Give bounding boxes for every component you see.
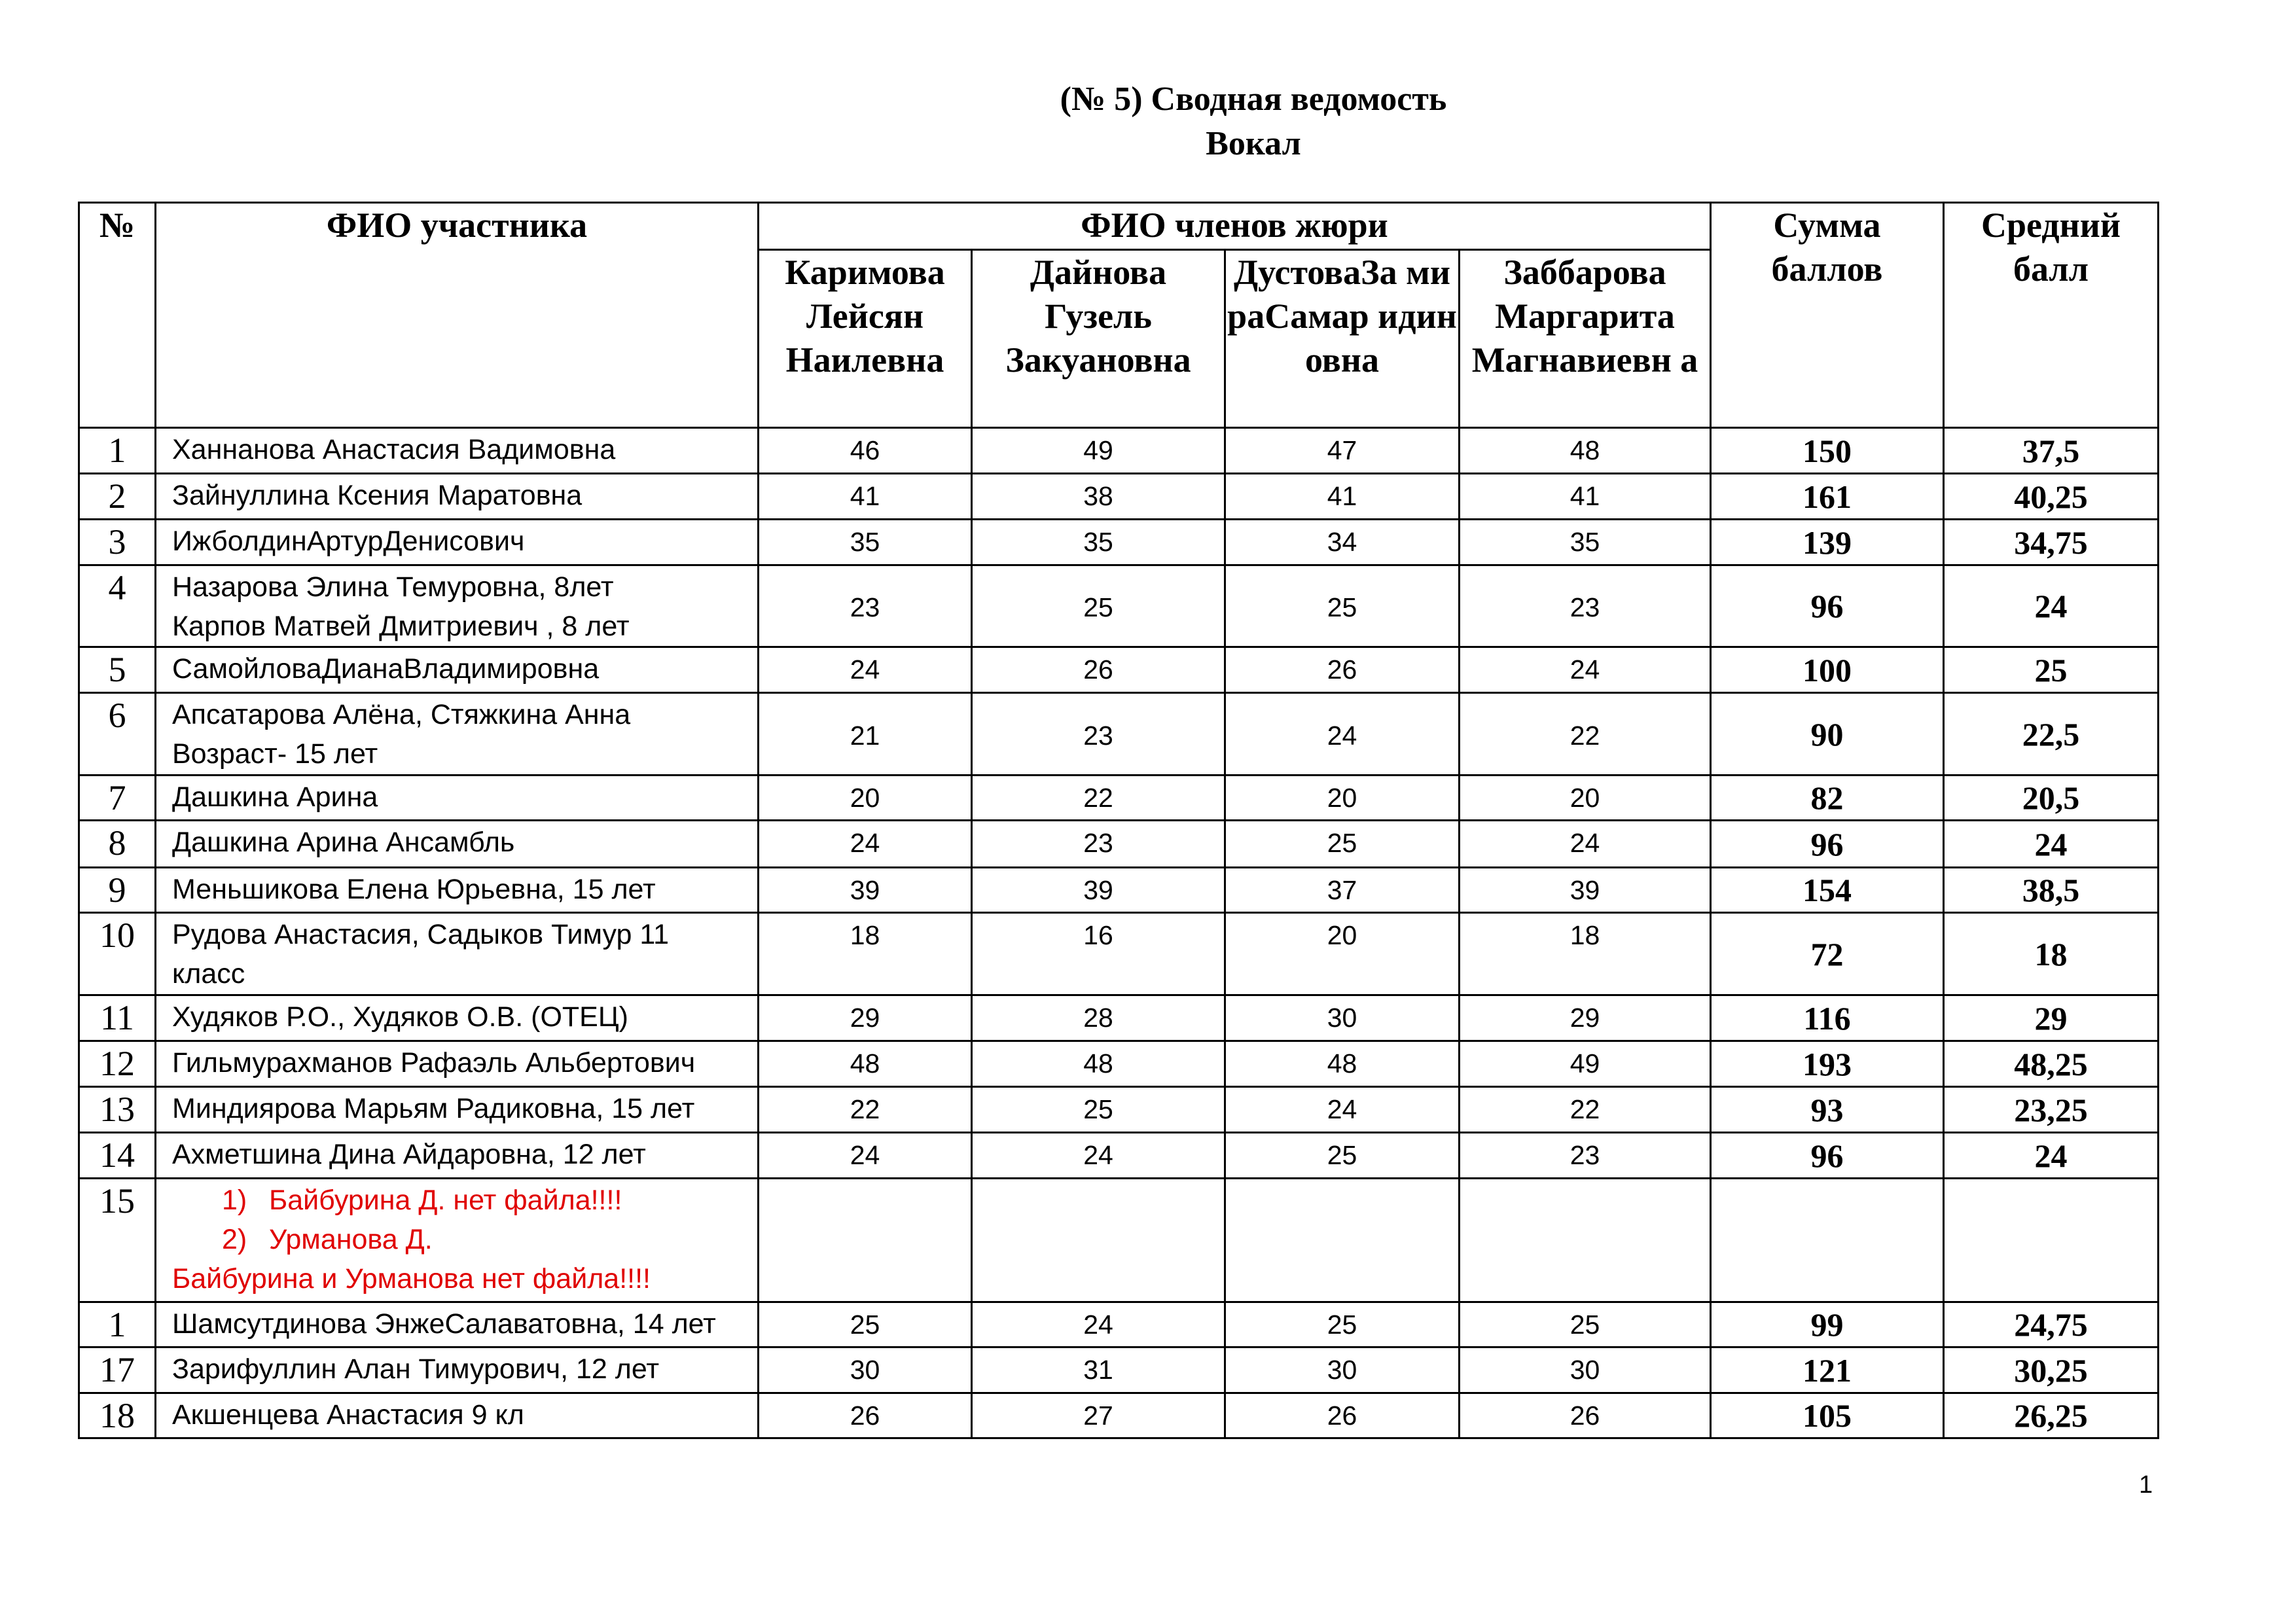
score-average: 23,25 bbox=[1944, 1087, 2159, 1133]
score-sum: 100 bbox=[1711, 647, 1944, 693]
participant-name-line: Рудова Анастасия, Садыков Тимур 11 bbox=[172, 919, 670, 950]
jury-score: 23 bbox=[1460, 1133, 1711, 1179]
jury-score: 23 bbox=[972, 821, 1225, 868]
participant-name bbox=[156, 1347, 759, 1393]
jury-score: 41 bbox=[759, 474, 972, 520]
participant-name bbox=[156, 428, 759, 474]
jury-score: 25 bbox=[1225, 1302, 1460, 1347]
row-number: 5 bbox=[79, 647, 156, 693]
table-row bbox=[79, 1179, 2159, 1302]
participant-name-line: СамойловаДианаВладимировна bbox=[172, 653, 600, 685]
jury-score: 25 bbox=[1225, 821, 1460, 868]
jury-score: 38 bbox=[972, 474, 1225, 520]
score-average: 18 bbox=[1944, 913, 2159, 995]
jury-score: 24 bbox=[1225, 1087, 1460, 1133]
table-row bbox=[79, 693, 2159, 776]
jury-score: 29 bbox=[759, 995, 972, 1041]
participant-name-line: Назарова Элина Темуровна, 8лет bbox=[172, 571, 614, 603]
row-number: 9 bbox=[79, 868, 156, 913]
jury-score: 26 bbox=[759, 1393, 972, 1438]
header-jury-group: ФИО членов жюри bbox=[759, 203, 1711, 250]
score-sum: 161 bbox=[1711, 474, 1944, 520]
jury-score: 30 bbox=[1225, 1347, 1460, 1393]
jury-score: 20 bbox=[1225, 776, 1460, 821]
jury-score: 22 bbox=[759, 1087, 972, 1133]
score-sum: 139 bbox=[1711, 520, 1944, 565]
score-average: 22,5 bbox=[1944, 693, 2159, 776]
participant-name-line: Возраст- 15 лет bbox=[172, 738, 378, 770]
participant-name bbox=[156, 1302, 759, 1347]
jury-score: 21 bbox=[759, 693, 972, 776]
jury-score: 18 bbox=[759, 913, 972, 995]
table-row bbox=[79, 995, 2159, 1041]
jury-score: 35 bbox=[972, 520, 1225, 565]
jury-score: 49 bbox=[1460, 1041, 1711, 1087]
jury-score: 24 bbox=[1460, 647, 1711, 693]
header-jury-3: ДустоваЗа мираСамар идиновна bbox=[1225, 250, 1460, 428]
row-number: 6 bbox=[79, 693, 156, 776]
participant-name-line: Худяков Р.О., Худяков О.В. (ОТЕЦ) bbox=[172, 1001, 628, 1033]
header-jury-4: Заббарова Маргарита Магнавиевн а bbox=[1460, 250, 1711, 428]
score-average: 24 bbox=[1944, 1133, 2159, 1179]
score-average: 34,75 bbox=[1944, 520, 2159, 565]
table-row bbox=[79, 821, 2159, 868]
table-row bbox=[79, 868, 2159, 913]
jury-score: 20 bbox=[1225, 913, 1460, 995]
jury-score: 25 bbox=[1225, 1133, 1460, 1179]
score-sum bbox=[1711, 1179, 1944, 1302]
score-average: 37,5 bbox=[1944, 428, 2159, 474]
score-sum: 121 bbox=[1711, 1347, 1944, 1393]
score-sum: 96 bbox=[1711, 565, 1944, 647]
table-row bbox=[79, 647, 2159, 693]
participant-name-line: ИжболдинАртурДенисович bbox=[172, 526, 525, 557]
row-number: 11 bbox=[79, 995, 156, 1041]
table-row bbox=[79, 474, 2159, 520]
score-average: 24,75 bbox=[1944, 1302, 2159, 1347]
participant-name bbox=[156, 868, 759, 913]
row-number: 3 bbox=[79, 520, 156, 565]
table-row bbox=[79, 776, 2159, 821]
jury-score: 27 bbox=[972, 1393, 1225, 1438]
row-number: 1 bbox=[79, 1302, 156, 1347]
participant-name bbox=[156, 1041, 759, 1087]
score-sum: 105 bbox=[1711, 1393, 1944, 1438]
table-row bbox=[79, 428, 2159, 474]
jury-score: 20 bbox=[1460, 776, 1711, 821]
jury-score: 16 bbox=[972, 913, 1225, 995]
jury-score bbox=[1225, 1179, 1460, 1302]
jury-score: 25 bbox=[1460, 1302, 1711, 1347]
jury-score bbox=[972, 1179, 1225, 1302]
participant-name-line: Гильмурахманов Рафаэль Альбертович bbox=[172, 1047, 696, 1079]
jury-score: 29 bbox=[1460, 995, 1711, 1041]
participant-name-line: класс bbox=[172, 958, 245, 990]
participant-name-line: Ахметшина Дина Айдаровна, 12 лет bbox=[172, 1139, 646, 1170]
participant-note bbox=[156, 1179, 759, 1302]
row-number: 18 bbox=[79, 1393, 156, 1438]
jury-score: 23 bbox=[972, 693, 1225, 776]
jury-score: 25 bbox=[972, 565, 1225, 647]
table-row bbox=[79, 1393, 2159, 1438]
score-average: 26,25 bbox=[1944, 1393, 2159, 1438]
score-average: 20,5 bbox=[1944, 776, 2159, 821]
jury-score: 41 bbox=[1225, 474, 1460, 520]
score-sum: 93 bbox=[1711, 1087, 1944, 1133]
note-item bbox=[172, 1181, 757, 1220]
participant-name-line: Шамсутдинова ЭнжеСалаватовна, 14 лет bbox=[172, 1308, 716, 1340]
table-row bbox=[79, 1347, 2159, 1393]
row-number: 1 bbox=[79, 428, 156, 474]
row-number: 8 bbox=[79, 821, 156, 868]
table-row bbox=[79, 565, 2159, 647]
participant-name bbox=[156, 913, 759, 995]
jury-score: 26 bbox=[1225, 647, 1460, 693]
row-number: 4 bbox=[79, 565, 156, 647]
participant-name-line: Зарифуллин Алан Тимурович, 12 лет bbox=[172, 1353, 660, 1385]
table-row bbox=[79, 1087, 2159, 1133]
jury-score: 39 bbox=[972, 868, 1225, 913]
participant-name bbox=[156, 647, 759, 693]
jury-score: 30 bbox=[759, 1347, 972, 1393]
note-item-text: Байбурина Д. нет файла!!!! bbox=[269, 1185, 622, 1216]
summary-table bbox=[78, 202, 2159, 1439]
jury-score: 39 bbox=[1460, 868, 1711, 913]
jury-score: 24 bbox=[1225, 693, 1460, 776]
score-sum: 96 bbox=[1711, 821, 1944, 868]
row-number: 12 bbox=[79, 1041, 156, 1087]
jury-score: 48 bbox=[1225, 1041, 1460, 1087]
header-jury-2: Дайнова Гузель Закуановна bbox=[972, 250, 1225, 428]
jury-score: 31 bbox=[972, 1347, 1225, 1393]
jury-score: 30 bbox=[1225, 995, 1460, 1041]
jury-score: 41 bbox=[1460, 474, 1711, 520]
participant-name-line: Акшенцева Анастасия 9 кл bbox=[172, 1399, 524, 1431]
row-number: 17 bbox=[79, 1347, 156, 1393]
participant-name bbox=[156, 474, 759, 520]
participant-name bbox=[156, 776, 759, 821]
note-summary: Байбурина и Урманова нет файла!!!! bbox=[172, 1263, 651, 1294]
jury-score: 35 bbox=[1460, 520, 1711, 565]
participant-name bbox=[156, 520, 759, 565]
jury-score bbox=[759, 1179, 972, 1302]
jury-score: 46 bbox=[759, 428, 972, 474]
score-average: 38,5 bbox=[1944, 868, 2159, 913]
participant-name bbox=[156, 693, 759, 776]
jury-score: 25 bbox=[759, 1302, 972, 1347]
jury-score: 49 bbox=[972, 428, 1225, 474]
jury-score: 47 bbox=[1225, 428, 1460, 474]
note-item-number: 1) bbox=[222, 1185, 247, 1216]
jury-score: 22 bbox=[1460, 1087, 1711, 1133]
row-number: 2 bbox=[79, 474, 156, 520]
row-number: 13 bbox=[79, 1087, 156, 1133]
jury-score: 35 bbox=[759, 520, 972, 565]
jury-score: 23 bbox=[759, 565, 972, 647]
jury-score: 24 bbox=[759, 821, 972, 868]
table-row bbox=[79, 520, 2159, 565]
score-sum: 90 bbox=[1711, 693, 1944, 776]
jury-score: 20 bbox=[759, 776, 972, 821]
note-item-text: Урманова Д. bbox=[269, 1224, 433, 1255]
document-title: (№ 5) Сводная ведомость bbox=[1060, 80, 1447, 118]
score-average: 25 bbox=[1944, 647, 2159, 693]
jury-score: 24 bbox=[1460, 821, 1711, 868]
score-sum: 82 bbox=[1711, 776, 1944, 821]
participant-name-line: Дашкина Арина Ансамбль bbox=[172, 827, 515, 858]
score-average: 30,25 bbox=[1944, 1347, 2159, 1393]
header-participant: ФИО участника bbox=[156, 203, 759, 428]
document-subtitle: Вокал bbox=[1206, 125, 1301, 162]
jury-score: 24 bbox=[972, 1133, 1225, 1179]
jury-score: 39 bbox=[759, 868, 972, 913]
jury-score: 48 bbox=[972, 1041, 1225, 1087]
note-item bbox=[172, 1220, 757, 1259]
jury-score: 24 bbox=[759, 647, 972, 693]
participant-name-line: Карпов Матвей Дмитриевич , 8 лет bbox=[172, 611, 630, 642]
header-sum: Сумма баллов bbox=[1711, 203, 1944, 428]
jury-score: 37 bbox=[1225, 868, 1460, 913]
row-number: 10 bbox=[79, 913, 156, 995]
jury-score: 22 bbox=[1460, 693, 1711, 776]
page-number: 1 bbox=[2139, 1471, 2153, 1499]
jury-score: 26 bbox=[1460, 1393, 1711, 1438]
participant-name bbox=[156, 1087, 759, 1133]
participant-name bbox=[156, 1393, 759, 1438]
table-row bbox=[79, 1133, 2159, 1179]
score-average bbox=[1944, 1179, 2159, 1302]
header-number: № bbox=[79, 203, 156, 428]
score-sum: 154 bbox=[1711, 868, 1944, 913]
row-number: 7 bbox=[79, 776, 156, 821]
table-row bbox=[79, 1302, 2159, 1347]
jury-score: 25 bbox=[972, 1087, 1225, 1133]
jury-score: 18 bbox=[1460, 913, 1711, 995]
score-average: 48,25 bbox=[1944, 1041, 2159, 1087]
jury-score: 22 bbox=[972, 776, 1225, 821]
score-sum: 72 bbox=[1711, 913, 1944, 995]
jury-score: 48 bbox=[1460, 428, 1711, 474]
jury-score: 23 bbox=[1460, 565, 1711, 647]
participant-name bbox=[156, 1133, 759, 1179]
participant-name-line: Ханнанова Анастасия Вадимовна bbox=[172, 434, 616, 465]
jury-score: 48 bbox=[759, 1041, 972, 1087]
jury-score: 26 bbox=[1225, 1393, 1460, 1438]
participant-name bbox=[156, 995, 759, 1041]
row-number: 15 bbox=[79, 1179, 156, 1302]
score-average: 40,25 bbox=[1944, 474, 2159, 520]
participant-name-line: Зайнуллина Ксения Маратовна bbox=[172, 480, 583, 511]
score-sum: 150 bbox=[1711, 428, 1944, 474]
jury-score: 34 bbox=[1225, 520, 1460, 565]
participant-name bbox=[156, 565, 759, 647]
note-item-number: 2) bbox=[222, 1224, 247, 1255]
jury-score: 24 bbox=[972, 1302, 1225, 1347]
jury-score: 26 bbox=[972, 647, 1225, 693]
jury-score bbox=[1460, 1179, 1711, 1302]
score-sum: 99 bbox=[1711, 1302, 1944, 1347]
header-jury-1: Каримова Лейсян Наилевна bbox=[759, 250, 972, 428]
score-average: 29 bbox=[1944, 995, 2159, 1041]
participant-name-line: Меньшикова Елена Юрьевна, 15 лет bbox=[172, 874, 656, 905]
header-average: Средний балл bbox=[1944, 203, 2159, 428]
table-row bbox=[79, 913, 2159, 995]
table-row bbox=[79, 1041, 2159, 1087]
jury-score: 28 bbox=[972, 995, 1225, 1041]
participant-name-line: Апсатарова Алёна, Стяжкина Анна bbox=[172, 699, 631, 730]
row-number: 14 bbox=[79, 1133, 156, 1179]
jury-score: 30 bbox=[1460, 1347, 1711, 1393]
score-sum: 116 bbox=[1711, 995, 1944, 1041]
score-sum: 96 bbox=[1711, 1133, 1944, 1179]
participant-name-line: Дашкина Арина bbox=[172, 781, 378, 813]
jury-score: 25 bbox=[1225, 565, 1460, 647]
jury-score: 24 bbox=[759, 1133, 972, 1179]
score-average: 24 bbox=[1944, 821, 2159, 868]
participant-name-line: Миндиярова Марьям Радиковна, 15 лет bbox=[172, 1093, 695, 1124]
score-sum: 193 bbox=[1711, 1041, 1944, 1087]
participant-name bbox=[156, 821, 759, 868]
score-average: 24 bbox=[1944, 565, 2159, 647]
